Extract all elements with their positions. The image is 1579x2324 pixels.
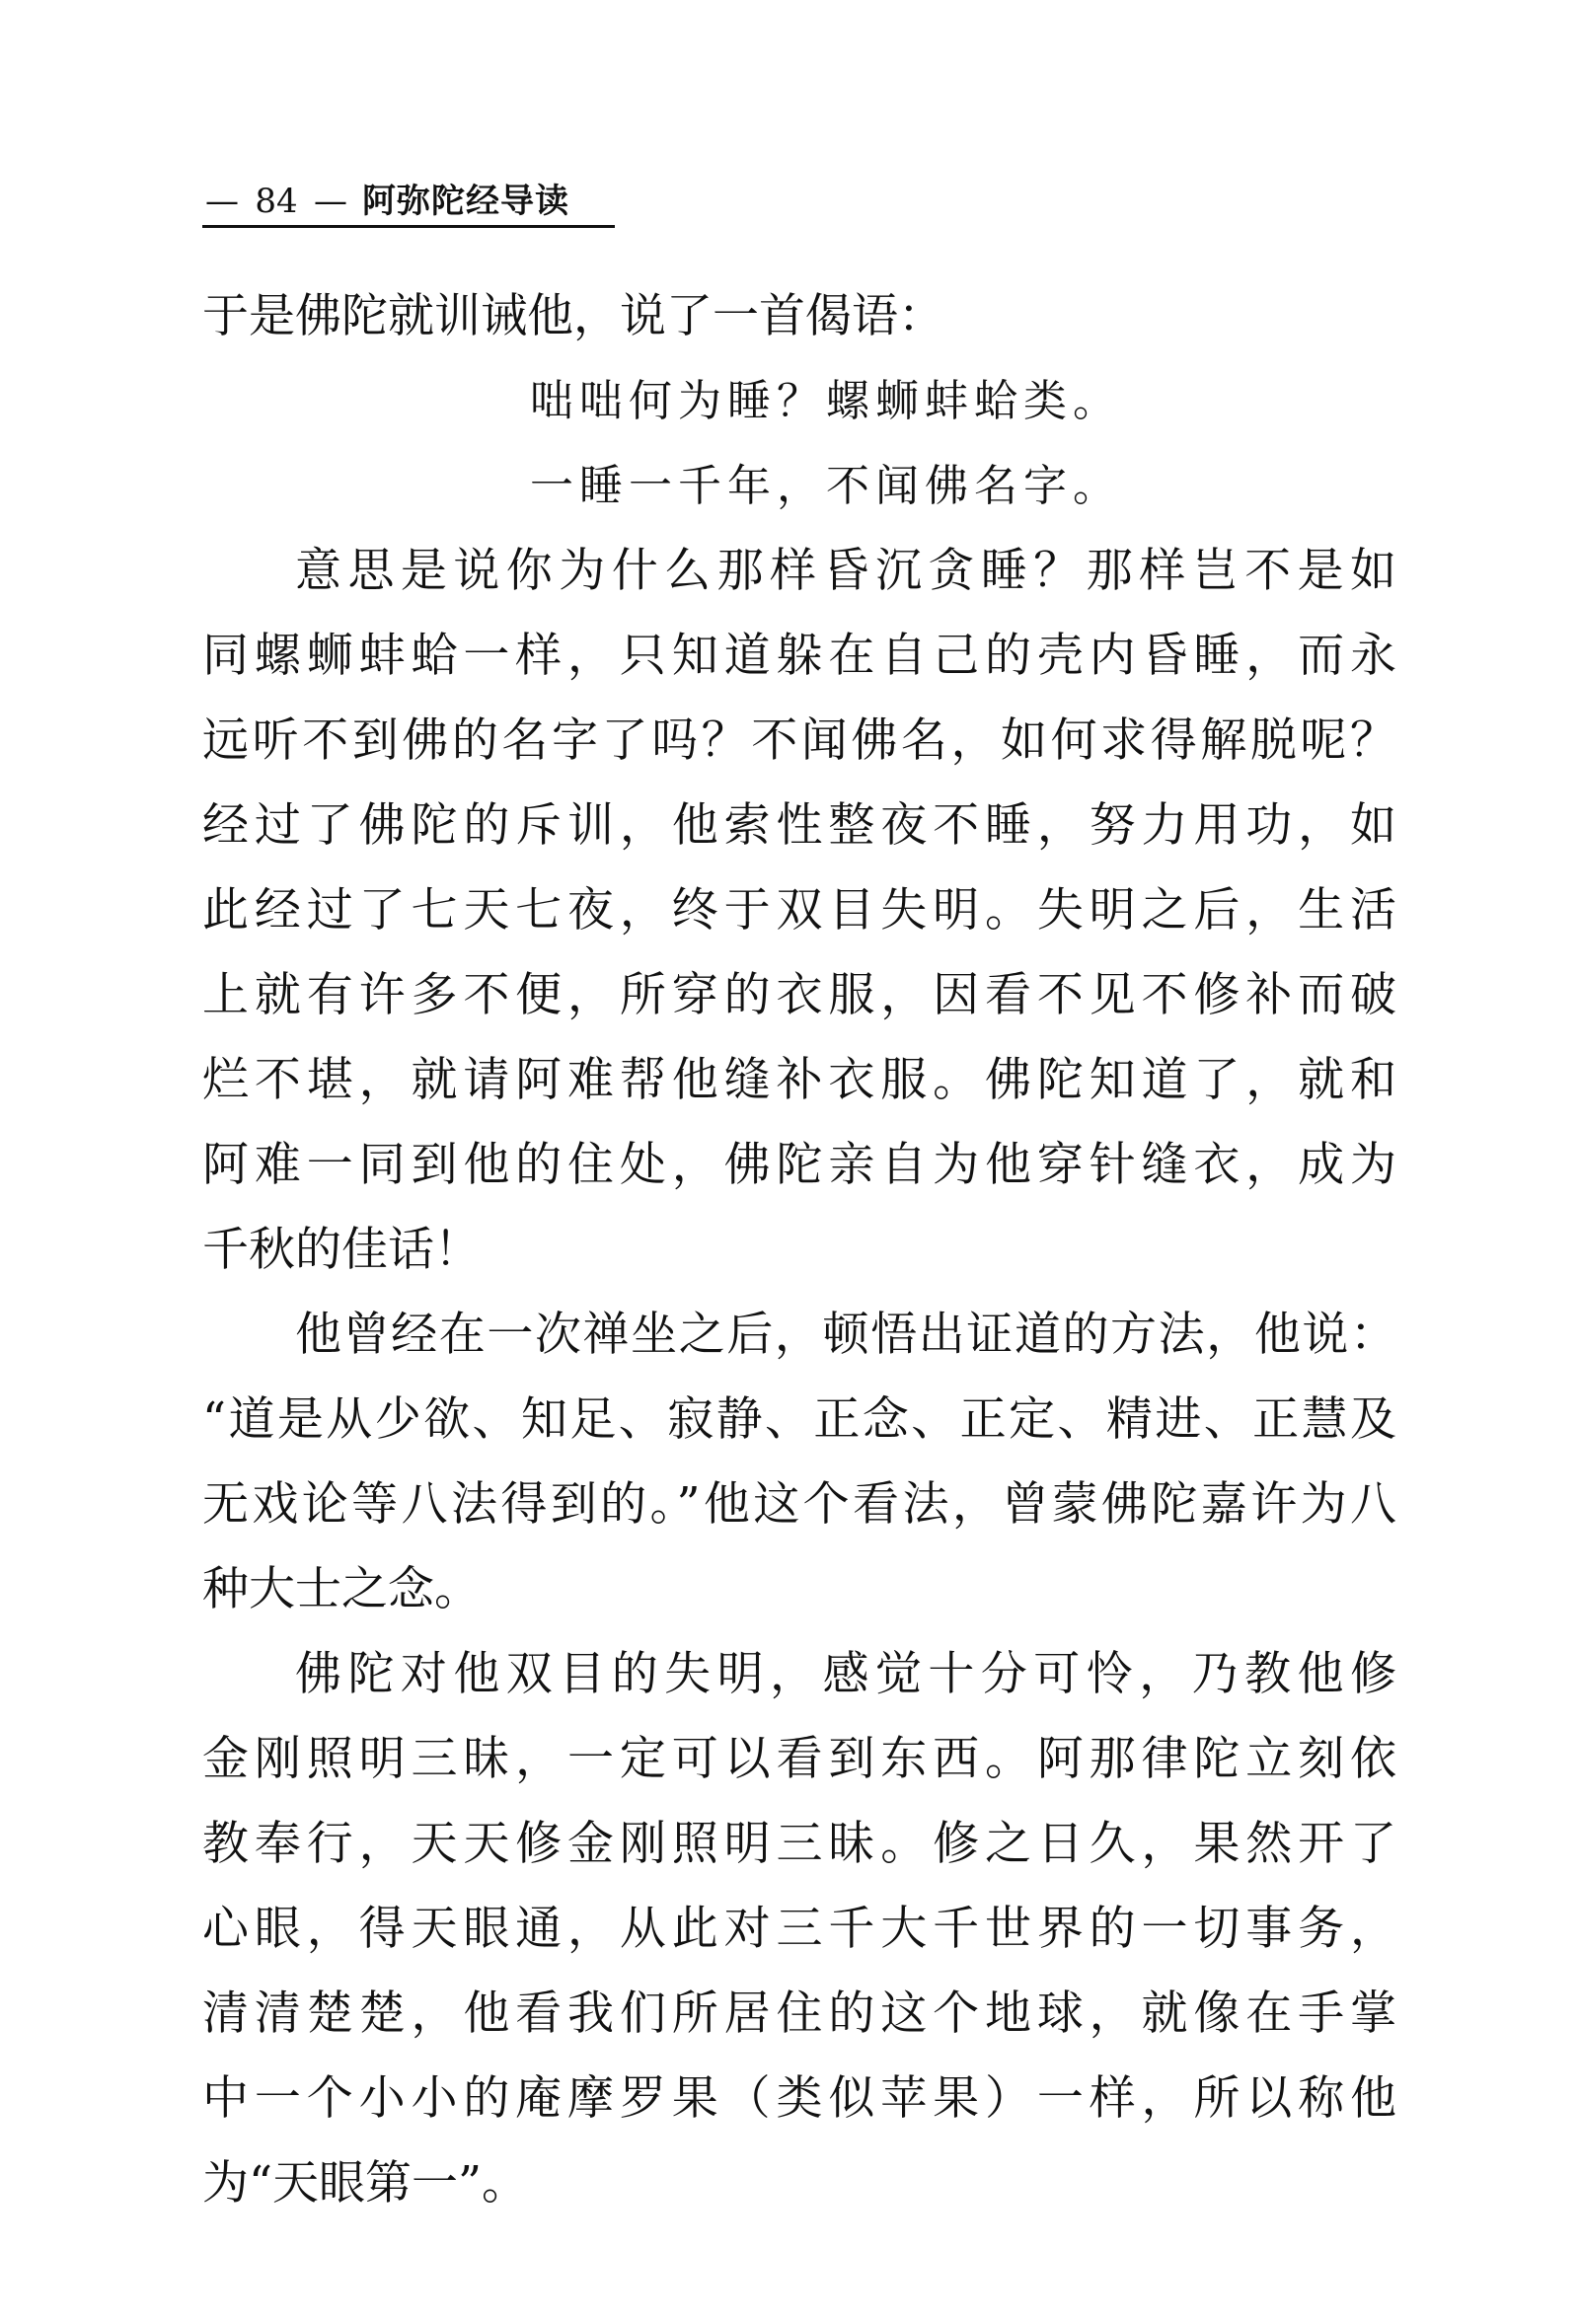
text-line: 清清楚楚，他看我们所居住的这个地球，就像在手掌 <box>202 1987 1396 2041</box>
text-line: 他曾经在一次禅坐之后，顿悟出证道的方法，他说： <box>295 1308 1396 1362</box>
verse-line: 一睡一千年，不闻佛名字。 <box>530 461 1122 511</box>
text-line: 经过了佛陀的斥训，他索性整夜不睡，努力用功，如 <box>202 798 1396 853</box>
text-line: 中一个小小的庵摩罗果（类似苹果）一样，所以称他 <box>202 2071 1396 2126</box>
header-dash-right: — <box>314 182 347 221</box>
header-rule <box>202 225 615 228</box>
text-line: 阿难一同到他的住处，佛陀亲自为他穿针缝衣，成为 <box>202 1138 1396 1192</box>
text-line: 烂不堪，就请阿难帮他缝补衣服。佛陀知道了，就和 <box>202 1053 1396 1107</box>
text-line: 远听不到佛的名字了吗？不闻佛名，如何求得解脱呢？ <box>202 713 1396 768</box>
text-line: 心眼，得天眼通，从此对三千大千世界的一切事务， <box>202 1902 1396 1956</box>
text-line: 同螺蛳蚌蛤一样，只知道躲在自己的壳内昏睡，而永 <box>202 629 1396 683</box>
running-header <box>202 180 617 223</box>
text-line: 金刚照明三昧，一定可以看到东西。阿那律陀立刻依 <box>202 1732 1396 1786</box>
text-line: 无戏论等八法得到的。”他这个看法，曾蒙佛陀嘉许为八 <box>202 1477 1396 1532</box>
book-title: 阿弥陀经导读 <box>362 182 569 221</box>
page-number: 84 <box>255 182 298 221</box>
body-text <box>202 274 1396 2226</box>
text-line: 为“天眼第一”。 <box>202 2156 529 2211</box>
text-line: “道是从少欲、知足、寂静、正念、正定、精进、正慧及 <box>202 1392 1396 1447</box>
text-line: 佛陀对他双目的失明，感觉十分可怜，乃教他修 <box>295 1647 1396 1701</box>
header-dash-left: — <box>205 182 239 221</box>
text-line: 于是佛陀就训诫他，说了一首偈语： <box>202 289 944 343</box>
text-line: 教奉行，天天修金刚照明三昧。修之日久，果然开了 <box>202 1817 1396 1871</box>
text-line: 种大士之念。 <box>202 1562 481 1616</box>
text-line: 上就有许多不便，所穿的衣服，因看不见不修补而破 <box>202 968 1396 1022</box>
text-line: 此经过了七天七夜，终于双目失明。失明之后，生活 <box>202 883 1396 937</box>
verse-line: 咄咄何为睡？螺蛳蚌蛤类。 <box>530 376 1122 426</box>
text-line: 千秋的佳话！ <box>202 1223 481 1277</box>
text-line: 意思是说你为什么那样昏沉贪睡？那样岂不是如 <box>295 544 1396 598</box>
